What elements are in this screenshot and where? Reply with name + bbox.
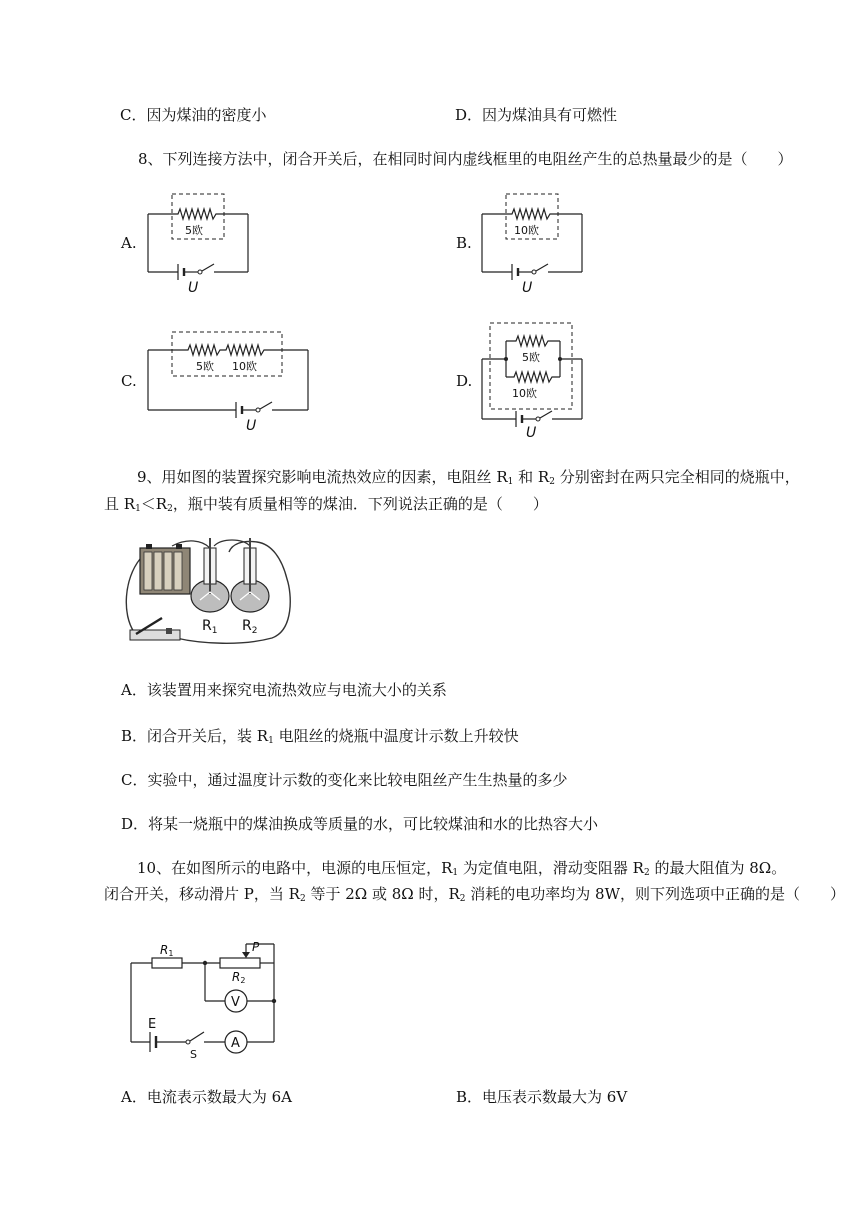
q10-fig-voltmeter-label: V bbox=[231, 995, 240, 1010]
q8-circuit-d bbox=[482, 321, 582, 439]
q8d-voltage-label: U bbox=[526, 425, 537, 441]
q9-option-a: A．该装置用来探究电流热效应与电流大小的关系 bbox=[121, 681, 447, 699]
q9-option-c: C．实验中，通过温度计示数的变化来比较电阻丝产生生热量的多少 bbox=[121, 771, 568, 789]
q10-fig-slider-label: P bbox=[252, 940, 260, 954]
knife-switch bbox=[130, 618, 180, 640]
q10-fig-r1-label: R1 bbox=[160, 943, 174, 958]
q7-option-d: D．因为煤油具有可燃性 bbox=[455, 106, 618, 124]
q8c-voltage-label: U bbox=[246, 418, 257, 434]
q8-label-b: B. bbox=[456, 234, 472, 252]
q10-circuit-figure bbox=[128, 938, 278, 1061]
q8b-voltage-label: U bbox=[522, 280, 533, 296]
q8-label-a: A. bbox=[121, 234, 137, 252]
flask-r2 bbox=[231, 538, 269, 612]
q10-fig-switch-label: S bbox=[190, 1048, 197, 1061]
q8-circuit-a bbox=[148, 192, 248, 296]
q8a-voltage-label: U bbox=[188, 280, 199, 296]
q8c-resistor-10-label: 10欧 bbox=[232, 360, 257, 373]
q9-option-b: B．闭合开关后，装 $R_1$ 电阻丝的烧瓶中温度计示数上升较快 bbox=[121, 727, 519, 746]
q8-circuit-c bbox=[148, 330, 308, 434]
q10-stem-line-2: 闭合开关，移动滑片 P，当 $R_2$ 等于 2Ω 或 8Ω 时，$R_2$ 消耗的电功率均为 8W，则下列选项中正确的是（ ） bbox=[104, 885, 846, 904]
q10-fig-r2-label: R2 bbox=[232, 970, 246, 985]
q8d-resistor-5-label: 5欧 bbox=[522, 351, 540, 364]
q9-fig-r2-label: $R_2$ bbox=[242, 618, 258, 636]
q8-label-d: D. bbox=[456, 372, 473, 390]
q8-label-c: C. bbox=[121, 372, 137, 390]
q8b-resistor-label: 10欧 bbox=[514, 224, 539, 237]
q10-stem-line-1: 10、在如图所示的电路中，电源的电压恒定，$R_1$ 为定值电阻，滑动变阻器 $R_2$ 的最大阻值为 8Ω。 bbox=[137, 859, 787, 878]
q9-fig-r1-label: $R_1$ bbox=[202, 618, 218, 636]
q9-stem-line-2: 且 $R_1<R_2$，瓶中装有质量相等的煤油．下列说法正确的是（ ） bbox=[104, 495, 548, 514]
q8a-resistor-label: 5欧 bbox=[185, 224, 203, 237]
q8-stem: 8、下列连接方法中，闭合开关后，在相同时间内虚线框里的电阻丝产生的总热量最少的是（ ） bbox=[138, 150, 793, 168]
flask-r1 bbox=[191, 538, 229, 612]
battery-pack bbox=[140, 544, 190, 594]
q9-option-d: D．将某一烧瓶中的煤油换成等质量的水，可比较煤油和水的比热容大小 bbox=[121, 815, 599, 833]
q8-circuit-b bbox=[482, 192, 582, 296]
q9-stem-line-1: 9、用如图的装置探究影响电流热效应的因素，电阻丝 $R_1$ 和 $R_2$ 分别密封在两只完全相同的烧瓶中， bbox=[137, 468, 800, 487]
q8d-resistor-10-label: 10欧 bbox=[512, 387, 537, 400]
q8c-resistor-5-label: 5欧 bbox=[196, 360, 214, 373]
q10-fig-ammeter-label: A bbox=[231, 1036, 240, 1051]
q9-apparatus-figure bbox=[122, 534, 294, 652]
q10-option-a: A．电流表示数最大为 6A bbox=[121, 1088, 292, 1106]
q7-option-c: C．因为煤油的密度小 bbox=[120, 106, 267, 124]
q10-fig-source-label: E bbox=[148, 1017, 157, 1032]
q10-option-b: B．电压表示数最大为 6V bbox=[456, 1088, 628, 1106]
